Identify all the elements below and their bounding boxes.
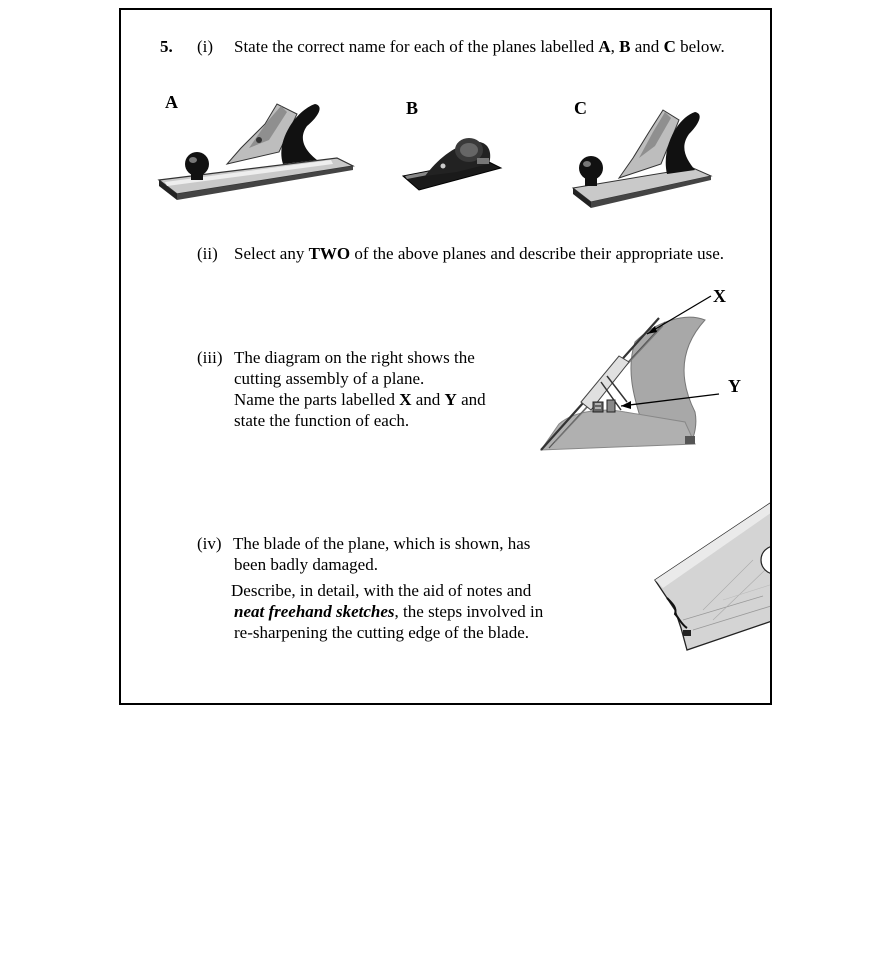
- plane-label-b: B: [406, 98, 419, 118]
- part-iv-label: (iv): [197, 534, 222, 553]
- plane-c-image: [569, 98, 719, 208]
- plane-label-a: A: [165, 92, 178, 112]
- part-i-label: (i): [197, 37, 214, 56]
- cutting-assembly-diagram: [535, 282, 745, 452]
- part-iii-line-4: state the function of each.: [234, 411, 410, 430]
- damaged-blade-image: [653, 500, 772, 660]
- plane-b-image: [397, 120, 507, 200]
- part-iii-line-1: The diagram on the right shows the: [234, 348, 475, 367]
- plane-a-image: [157, 90, 357, 205]
- part-iv-line-1: The blade of the plane, which is shown, has: [233, 534, 531, 553]
- part-iii-line-2: cutting assembly of a plane.: [234, 369, 425, 388]
- diagram-label-y: Y: [728, 376, 741, 396]
- part-iv-line-2: been badly damaged.: [234, 555, 378, 574]
- part-ii-text: Select any TWO of the above planes and describe their appropriate use.: [234, 244, 725, 263]
- part-iii-line-3: Name the parts labelled X and Y and: [234, 390, 486, 409]
- plane-label-c: C: [574, 98, 587, 118]
- part-iv-line-5: re-sharpening the cutting edge of the blade.: [234, 623, 530, 642]
- diagram-label-x: X: [713, 286, 726, 306]
- part-i-text: State the correct name for each of the planes labelled A, B and C below.: [234, 37, 725, 56]
- part-iv-line-4: neat freehand sketches, the steps involved in: [234, 602, 544, 621]
- question-number: 5.: [160, 37, 173, 56]
- part-iii-label: (iii): [197, 348, 223, 367]
- part-ii-label: (ii): [197, 244, 218, 263]
- part-iv-line-3: Describe, in detail, with the aid of notes and: [231, 581, 532, 600]
- question-box: [119, 8, 772, 705]
